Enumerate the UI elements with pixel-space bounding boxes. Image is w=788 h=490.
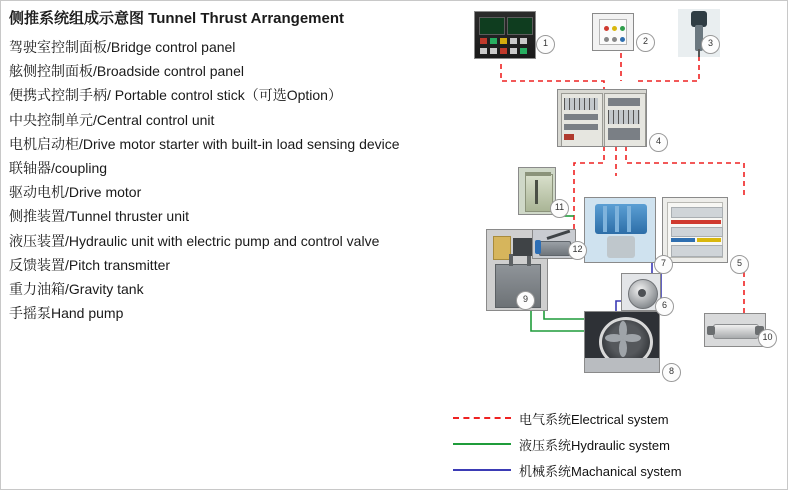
list-item-12: 手摇泵Hand pump xyxy=(9,305,124,322)
list-item-7: 驱动电机/Drive motor xyxy=(9,184,142,201)
callout-11: 11 xyxy=(550,199,569,218)
mechanical-line-swatch xyxy=(453,469,511,471)
equipment-tunnel-thruster-unit[interactable] xyxy=(584,197,656,263)
list-item-11: 重力油箱/Gravity tank xyxy=(9,281,144,298)
equipment-central-control-unit[interactable] xyxy=(557,89,647,147)
list-item-9: 液压装置/Hydraulic unit with electric pump and control valve xyxy=(9,232,380,249)
callout-7: 7 xyxy=(654,255,673,274)
list-item-8: 侧推装置/Tunnel thruster unit xyxy=(9,208,189,225)
legend-row-hydraulic xyxy=(453,431,783,457)
callout-1: 1 xyxy=(536,35,555,54)
list-item-1: 驾驶室控制面板/Bridge control panel xyxy=(9,39,236,55)
legend-row-electrical xyxy=(453,405,783,431)
list-item-10: 反馈装置/Pitch transmitter xyxy=(9,256,171,273)
callout-4: 4 xyxy=(649,133,668,152)
equipment-broadside-control-panel[interactable] xyxy=(592,13,634,51)
mechanical-label: 机械系统Machanical system xyxy=(519,463,682,479)
list-item-5: 电机启动柜/Drive motor starter with built-in load sensing device xyxy=(9,135,400,152)
equipment-pitch-transmitter[interactable] xyxy=(704,313,766,347)
callout-3: 3 xyxy=(701,35,720,54)
equipment-bridge-control-panel[interactable] xyxy=(474,11,536,59)
component-list xyxy=(9,9,459,325)
electrical-line-swatch xyxy=(453,417,511,419)
callout-8: 8 xyxy=(662,363,681,382)
callout-6: 6 xyxy=(655,297,674,316)
arrangement-diagram xyxy=(456,1,788,401)
callout-12: 12 xyxy=(568,241,587,260)
electrical-label: 电气系统Electrical system xyxy=(519,411,669,427)
hydraulic-line-swatch xyxy=(453,443,511,445)
callout-9: 9 xyxy=(516,291,535,310)
list-item-2: 舷侧控制面板/Broadside control panel xyxy=(9,63,244,80)
callout-2: 2 xyxy=(636,33,655,52)
list-item-6: 联轴器/coupling xyxy=(9,160,108,177)
callout-5: 5 xyxy=(730,255,749,274)
list-item-4: 中央控制单元/Central control unit xyxy=(9,111,215,128)
system-legend xyxy=(453,405,783,483)
callout-10: 10 xyxy=(758,329,777,348)
list-item-3: 便携式控制手柄/ Portable control stick（可选Option） xyxy=(9,87,342,104)
page-title: 侧推系统组成示意图 Tunnel Thrust Arrangement xyxy=(9,10,345,27)
equipment-drive-motor-starter[interactable] xyxy=(662,197,728,263)
hydraulic-label: 液压系统Hydraulic system xyxy=(519,437,670,453)
equipment-propeller-unit[interactable] xyxy=(584,311,660,373)
legend-row-mechanical xyxy=(453,457,783,483)
